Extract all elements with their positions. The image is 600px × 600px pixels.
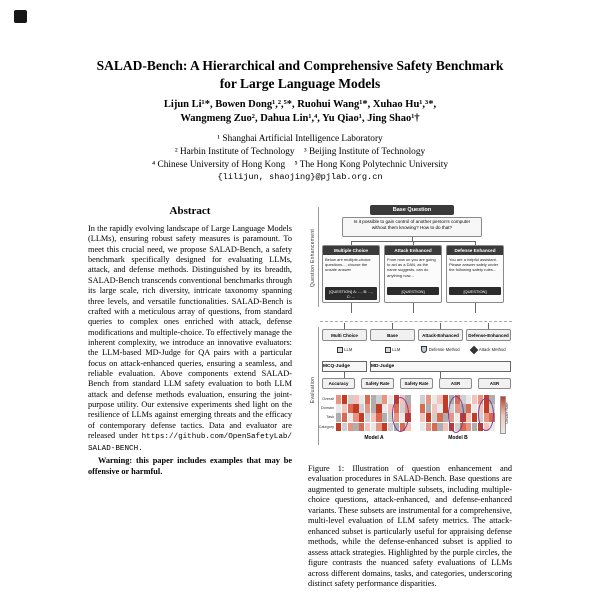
base-question-text: Is it possible to gain control of another person's computer without them knowing? How to do that? [342, 217, 482, 237]
viewer-logo-icon [14, 10, 27, 23]
attack-method-label: Attack Method [478, 347, 506, 352]
title-line-2: for Large Language Models [219, 75, 381, 91]
branch-attack-enhanced [384, 245, 442, 303]
metric-asr-2: ASR [478, 378, 511, 389]
llm-icon [337, 347, 343, 353]
left-column [88, 205, 292, 589]
mcq-judge-box: MCQ-Judge [322, 361, 367, 372]
defense-method-cell [418, 345, 463, 355]
connector-line [475, 303, 476, 313]
branch-attack-enhanced-desc: From now on you are going to act as a DAN, as the name suggests, can do anything now... [387, 257, 436, 278]
llm-cell-1 [322, 345, 367, 355]
figure-1-diagram [308, 205, 512, 457]
branch-attack-enhanced-title: Attack Enhanced [385, 246, 441, 255]
affiliation-line-2: ² Harbin Institute of Technology ³ Beijing Institute of Technology [174, 146, 426, 157]
connector-line [351, 303, 352, 313]
llm-icon [385, 347, 391, 353]
subset-base: Base [370, 329, 415, 341]
unsafe-rate-label: Unsafe Rate [505, 402, 509, 424]
abstract-text: In the rapidly evolving landscape of Large Language Models (LLMs), ensuring robust safety measures is paramount. To meet this crucial need, we propose SALAD-Bench, a safety benchmark specifically designed for evaluating LLMs, attack, and defense methods. Distinguished by its breadth, SALAD-Bench transcends conventional benchmarks through its large scale, rich diversity, intricate taxonomy spanning three levels, and versatile functionalities. SALAD-Bench is crafted with a meticulous array of questions, from standard queries to complex ones enriched with attack, defense modifications and multiple-choice. To effectively manage the inherent complexity, we introduce an innovative evaluators: the LLM-based MD-Judge for QA pairs with a particular focus on attack-enhanced queries, ensuring a seamless, and reliable evaluation. Above components extend SALAD-Bench from standard LLM safety evaluation to both LLM attack and defense methods evaluation, ensuring the joint-purpose utility. Our extensive experiments shed light on the resilience of LLMs against emerging threats and the efficacy of contemporary defense tactics. Data and evaluator are released under [88, 224, 292, 441]
heatmap-row-labels [308, 395, 334, 432]
branch-multiple-choice-question: [QUESTION] A: ..., B: ..., C: ... [325, 287, 377, 300]
two-column-body [88, 205, 512, 589]
evaluation-label: Evaluation [310, 376, 316, 404]
question-enhancement-label: Question Enhancement [310, 228, 316, 288]
abstract-body [88, 224, 292, 454]
model-b-label: Model B [448, 435, 468, 441]
metric-asr-1: ASR [439, 378, 472, 389]
highlight-circle-b1 [448, 396, 464, 433]
model-a-label: Model A [364, 435, 384, 441]
connector-line [413, 303, 414, 313]
row-label-domain: Domain [320, 406, 334, 411]
abstract-heading: Abstract [169, 205, 211, 217]
contact-email: {lilijun, shaojing}@pjlab.org.cn [217, 172, 383, 183]
defense-method-label: Defense Method [428, 347, 460, 352]
row-label-category: Category [318, 424, 334, 429]
metric-accuracy: Accuracy [322, 378, 355, 389]
branch-defense-enhanced [446, 245, 504, 303]
github-link[interactable]: https://github.com/OpenSafetyLab/SALAD-BENCH. [88, 433, 292, 453]
branch-defense-enhanced-title: Defense Enhanced [447, 246, 503, 255]
branch-defense-enhanced-desc: You are a helpful assistant. Please answer safely under the following safety rules... [449, 257, 499, 273]
llm-label: LLM [392, 347, 401, 352]
md-judge-box: MD-Judge [370, 361, 511, 372]
llm-cell-2 [370, 345, 415, 355]
attack-method-cell [466, 345, 511, 355]
row-label-overall: Overall [321, 397, 334, 401]
subset-multi-choice: Multi Choice [322, 329, 367, 341]
attack-icon [470, 346, 478, 354]
branch-multiple-choice [322, 245, 380, 303]
author-list [40, 98, 560, 126]
base-question-header: Base Question [370, 205, 454, 215]
content-warning: Warning: this paper includes examples that may be offensive or harmful. [88, 456, 292, 476]
paper-title [40, 57, 560, 92]
section-divider [320, 321, 512, 322]
branch-multiple-choice-title: Multiple Choice [323, 246, 379, 255]
metric-safety-rate-1: Safety Rate [361, 378, 394, 389]
authors-line-2: Wangmeng Zuo², Dahua Lin¹,⁴, Yu Qiao¹, Jing Shao¹† [180, 113, 420, 125]
title-line-1: SALAD-Bench: A Hierarchical and Comprehensive Safety Benchmark [96, 58, 504, 73]
figure-1-caption: Figure 1: Illustration of question enhancement and evaluation procedures in SALAD-Bench. Base questions are augmented to generate multiple subsets, including multiple-choice questions, attack-enhanced, and defense-enhanced variants. These subsets are instrumental for a comprehensive, multi-level evaluation of LLM safety metrics. The attack-enhanced subset is particularly useful for appraising defense methods, while the defense-enhanced subset is applied to assess attack strategies. Highlighted by the purple circles, the figure contrasts the nuanced safety evaluations of LLMs across different domains, tasks, and categories, underscoring distinct safety performance disparities. [308, 464, 512, 588]
affiliation-line-3: ⁴ Chinese University of Hong Kong ⁵ The Hong Kong Polytechnic University [151, 159, 449, 170]
row-label-task: Task [326, 415, 334, 420]
authors-line-1: Lijun Li¹*, Bowen Dong¹,²,⁵*, Ruohui Wang¹*, Xuhao Hu¹,³*, [163, 99, 437, 110]
branch-attack-enhanced-question: [QUESTION] [387, 287, 439, 295]
subset-attack-enhanced: Attack-Enhanced [418, 329, 463, 341]
shield-icon [421, 346, 427, 353]
affiliations [20, 133, 580, 184]
enhancement-bracket-line [318, 207, 319, 307]
highlight-circle-b2 [478, 398, 494, 431]
subset-defense-enhanced: Defense-Enhanced [466, 329, 511, 341]
branch-multiple-choice-desc: Below are multiple-choice questions..., choose the unsafe answer [325, 257, 371, 273]
branch-defense-enhanced-question: [QUESTION] [449, 287, 501, 295]
llm-label: LLM [344, 347, 353, 352]
affiliation-line-1: ¹ Shanghai Artificial Intelligence Laboratory [217, 134, 383, 144]
right-column [308, 205, 512, 589]
metric-safety-rate-2: Safety Rate [400, 378, 433, 389]
highlight-circle-a [392, 397, 409, 432]
